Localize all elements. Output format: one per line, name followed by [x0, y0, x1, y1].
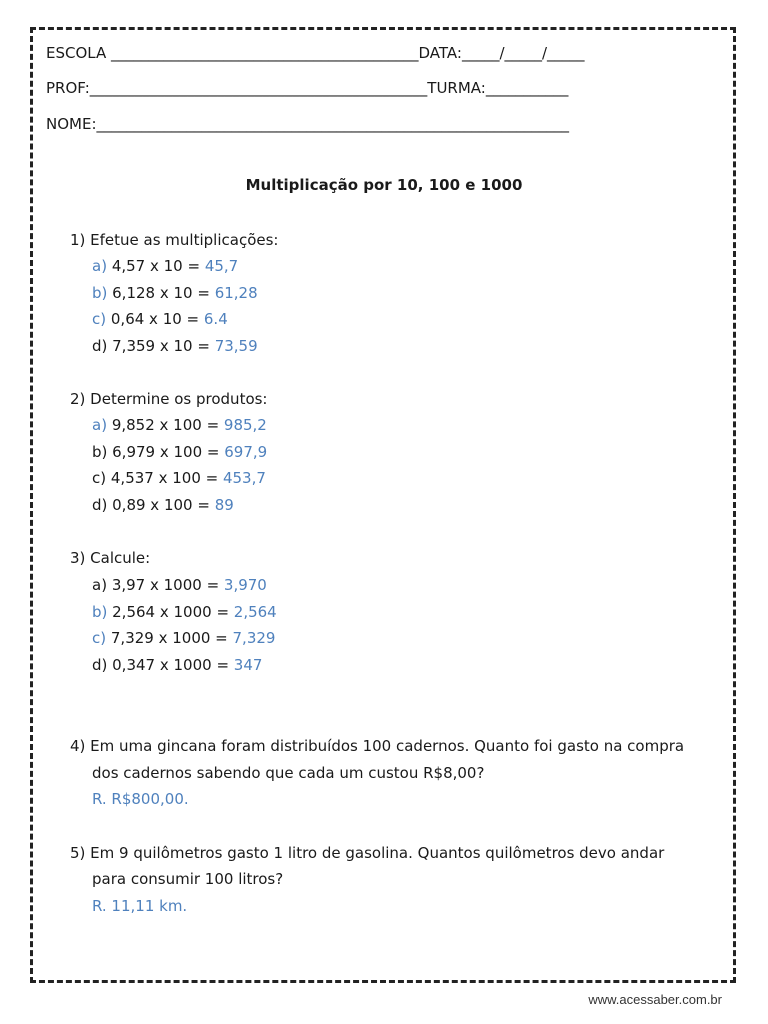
- question-2-prompt: 2) Determine os produtos:: [70, 390, 268, 408]
- item-expression: 6,128 x 10 =: [107, 283, 215, 302]
- item-expression: 7,359 x 10 =: [107, 336, 215, 355]
- item-expression: 7,329 x 1000 =: [106, 629, 233, 647]
- item-answer: 3,970: [223, 576, 267, 594]
- question-5-line1: 5) Em 9 quilômetros gasto 1 litro de gasolina. Quantos quilômetros devo andar: [70, 844, 665, 862]
- item-expression: 0,89 x 100 =: [107, 495, 215, 514]
- item-letter: c): [92, 629, 107, 647]
- header-escola-line: ESCOLA _________________________________________DATA:_____/_____/_____: [46, 44, 585, 62]
- item-letter: d): [92, 336, 108, 355]
- item-answer: 73,59: [214, 336, 258, 355]
- item-letter: b): [92, 283, 108, 302]
- item-answer: 2,564: [233, 602, 277, 621]
- footer-website: www.acessaber.com.br: [588, 992, 722, 1007]
- item-expression: 3,97 x 1000 =: [107, 576, 224, 594]
- q2-item: [92, 496, 234, 514]
- q1-item: [92, 337, 258, 355]
- question-5-line2: para consumir 100 litros?: [92, 870, 284, 888]
- q2-item: [92, 469, 266, 487]
- item-letter: b): [92, 602, 108, 621]
- item-expression: 0,64 x 10 =: [106, 310, 204, 328]
- item-expression: 9,852 x 100 =: [107, 416, 224, 434]
- item-expression: 4,57 x 10 =: [107, 257, 205, 275]
- item-answer: 89: [214, 495, 234, 514]
- item-letter: b): [92, 442, 108, 461]
- item-answer: 453,7: [222, 469, 266, 487]
- question-4-line1: 4) Em uma gincana foram distribuídos 100 cadernos. Quanto foi gasto na compra: [70, 737, 685, 755]
- q1-item: [92, 310, 228, 328]
- item-expression: 0,347 x 1000 =: [107, 655, 234, 674]
- question-5-answer: R. 11,11 km.: [92, 897, 188, 915]
- item-expression: 4,537 x 100 =: [106, 469, 223, 487]
- question-4-line2: dos cadernos sabendo que cada um custou R$8,00?: [92, 764, 485, 782]
- item-expression: 6,979 x 100 =: [107, 442, 225, 461]
- question-1-prompt: 1) Efetue as multiplicações:: [70, 231, 279, 249]
- worksheet-title: Multiplicação por 10, 100 e 1000: [245, 176, 523, 194]
- item-answer: 7,329: [232, 629, 276, 647]
- item-answer: 6.4: [203, 310, 228, 328]
- item-letter: c): [92, 469, 107, 487]
- item-letter: a): [92, 257, 108, 275]
- q3-item: [92, 603, 277, 621]
- q3-item: [92, 656, 262, 674]
- header-prof-line: PROF:_____________________________________________TURMA:___________: [46, 79, 569, 97]
- item-answer: 347: [233, 655, 263, 674]
- q1-item: [92, 257, 238, 275]
- q3-item: [92, 629, 275, 647]
- item-answer: 985,2: [223, 416, 267, 434]
- item-letter: a): [92, 416, 108, 434]
- item-answer: 45,7: [204, 257, 239, 275]
- question-3-prompt: 3) Calcule:: [70, 549, 151, 567]
- q3-item: [92, 576, 267, 594]
- item-letter: d): [92, 495, 108, 514]
- item-answer: 61,28: [214, 283, 258, 302]
- q2-item: [92, 443, 267, 461]
- q2-item: [92, 416, 267, 434]
- question-4-answer: R. R$800,00.: [92, 790, 189, 808]
- header-nome-line: NOME:_______________________________________________________________: [46, 115, 570, 133]
- item-letter: d): [92, 655, 108, 674]
- q1-item: [92, 284, 258, 302]
- item-expression: 2,564 x 1000 =: [107, 602, 234, 621]
- item-letter: a): [92, 576, 108, 594]
- item-letter: c): [92, 310, 107, 328]
- item-answer: 697,9: [224, 442, 268, 461]
